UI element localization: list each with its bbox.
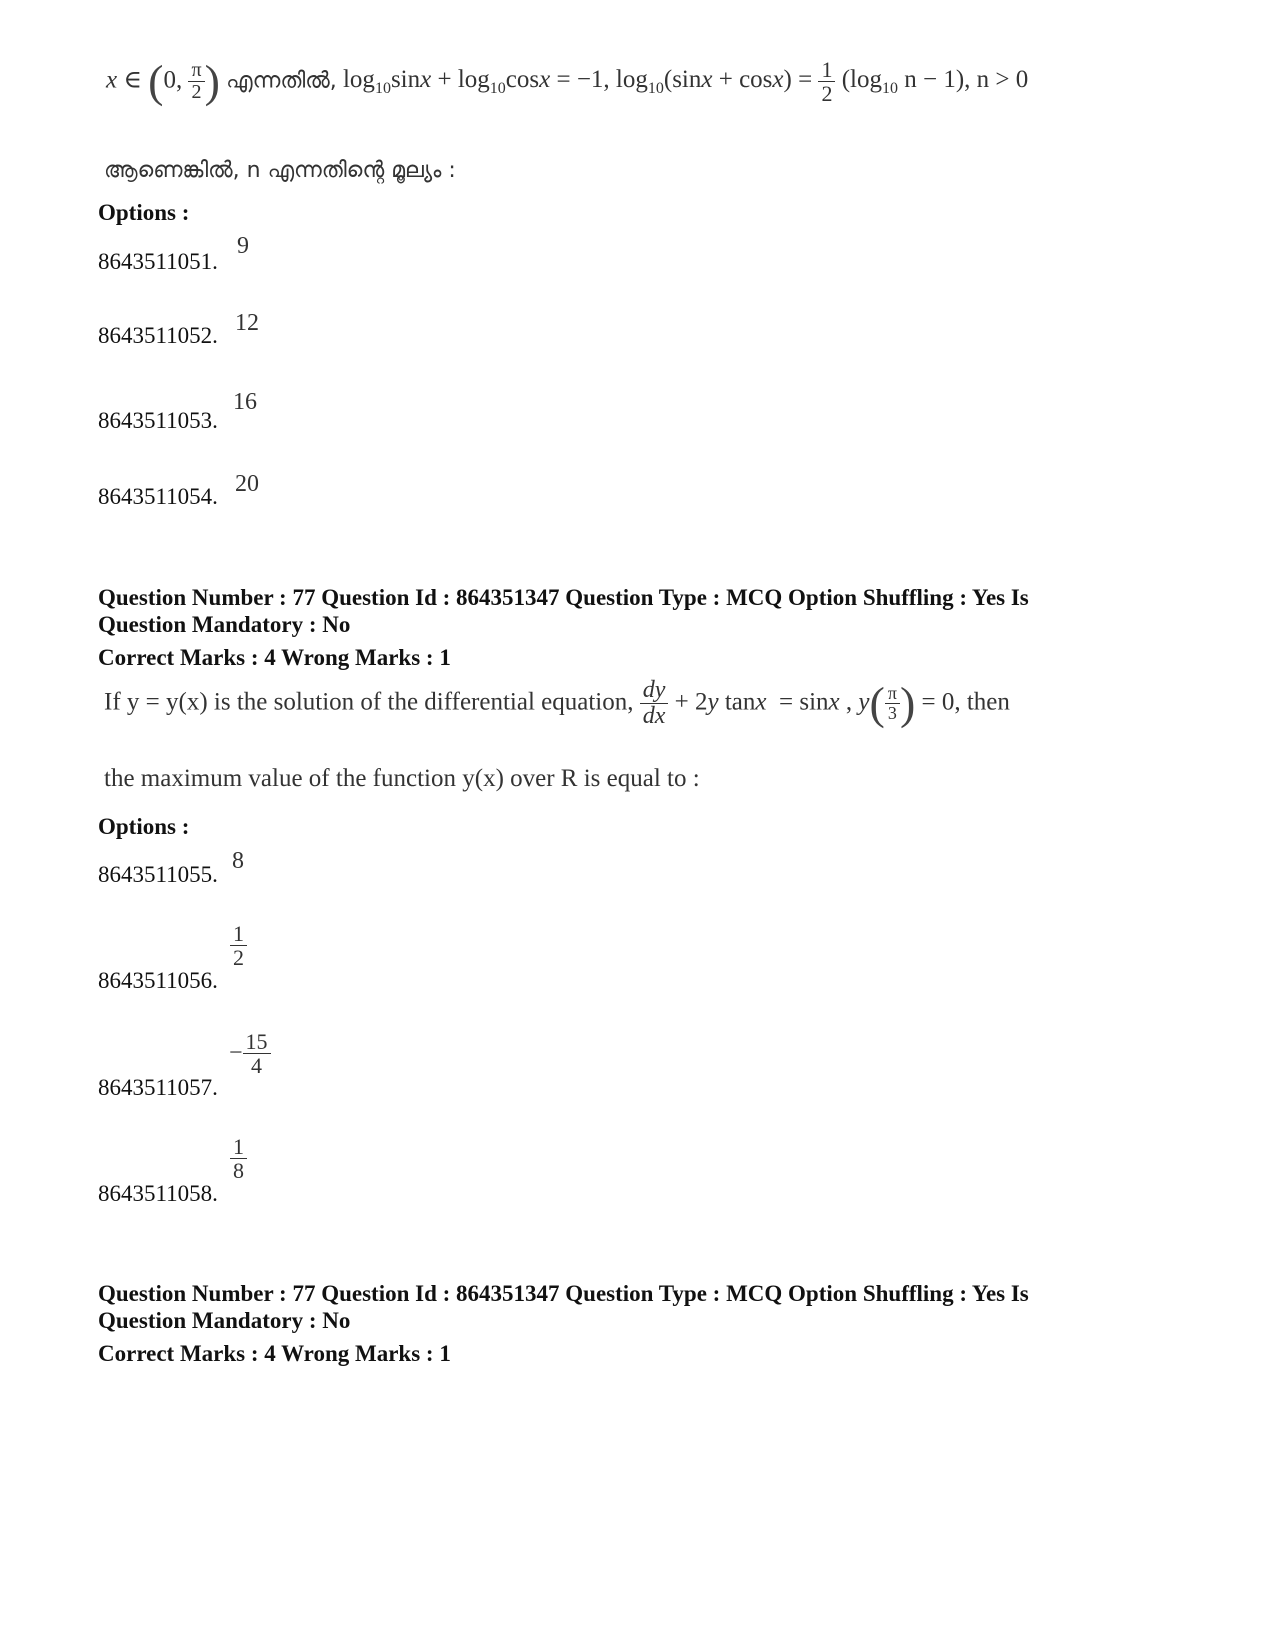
q77-option-3-value[interactable] xyxy=(229,1030,271,1077)
q77-text-prefix: If y = y(x) is the solution of the differential equation, xyxy=(104,688,634,716)
q76-equation: x ∈ (0, $\frac{\pi}{2}$ ) എന്നതിൽ, $\log_{10}\sin x + \log_{10}\cos x = -1$, $\log_{10}(\sin x + \cos x)$ = $\frac{1}{2}$ ($\log_{10}$ n − 1), n > 0 xyxy=(106,55,1029,107)
q77-option-2-value[interactable] xyxy=(230,922,247,969)
q77-option-1-value[interactable]: 8 xyxy=(232,848,244,874)
q76-option-4-id: 8643511054. xyxy=(98,484,218,509)
q76-option-3-value[interactable]: 16 xyxy=(233,389,257,415)
q77-text-suffix: = 0, then xyxy=(921,688,1010,716)
q76-option-2-id: 8643511052. xyxy=(98,323,218,348)
q76-option-1-id: 8643511051. xyxy=(98,249,218,274)
q77-repeat-marks: Correct Marks : 4 Wrong Marks : 1 xyxy=(98,1341,451,1366)
q76-option-2-value[interactable]: 12 xyxy=(235,310,259,336)
q77-header-line2: Question Mandatory : No xyxy=(98,612,351,637)
q77-option-2-id: 8643511056. xyxy=(98,968,218,993)
q77-question-line2: the maximum value of the function y(x) over R is equal to : xyxy=(104,765,700,792)
q77-option-2-num: 1 xyxy=(230,922,247,946)
q77-option-2-den: 2 xyxy=(233,945,244,971)
q77-option-4-value[interactable] xyxy=(230,1135,247,1182)
q77-option-1-id: 8643511055. xyxy=(98,862,218,887)
q77-option-3-den: 4 xyxy=(251,1053,263,1079)
q77-option-4-id: 8643511058. xyxy=(98,1181,218,1206)
q76-option-3-id: 8643511053. xyxy=(98,408,218,433)
q77-repeat-header-line2: Question Mandatory : No xyxy=(98,1308,351,1333)
q77-option-3-sign: − xyxy=(229,1040,243,1067)
q76-options-label: Options : xyxy=(98,200,190,225)
q76-malayalam-connector: എന്നതിൽ, xyxy=(226,68,337,94)
q76-question-line2: ആണെങ്കിൽ, n എന്നതിന്റെ മൂല്യം : xyxy=(104,158,456,183)
q77-repeat-header-line1: Question Number : 77 Question Id : 864351347 Question Type : MCQ Option Shuffling : Yes Is xyxy=(98,1281,1029,1306)
q77-option-3-id: 8643511057. xyxy=(98,1075,218,1100)
q76-option-1-value[interactable]: 9 xyxy=(237,233,249,259)
q77-options-label: Options : xyxy=(98,814,190,839)
q77-equation: If y = y(x) is the solution of the differential equation, $\frac{dy}{dx}$ + 2y tanx = sinx , y( $\frac{\pi}{3}$ ) = 0, then xyxy=(104,677,1010,730)
q77-header-line1: Question Number : 77 Question Id : 864351347 Question Type : MCQ Option Shuffling : Yes Is xyxy=(98,585,1029,610)
q77-option-3-num: 15 xyxy=(243,1030,271,1054)
q77-option-4-num: 1 xyxy=(230,1135,247,1159)
q77-option-4-den: 8 xyxy=(233,1158,244,1184)
q77-marks: Correct Marks : 4 Wrong Marks : 1 xyxy=(98,645,451,670)
q76-option-4-value[interactable]: 20 xyxy=(235,471,259,497)
